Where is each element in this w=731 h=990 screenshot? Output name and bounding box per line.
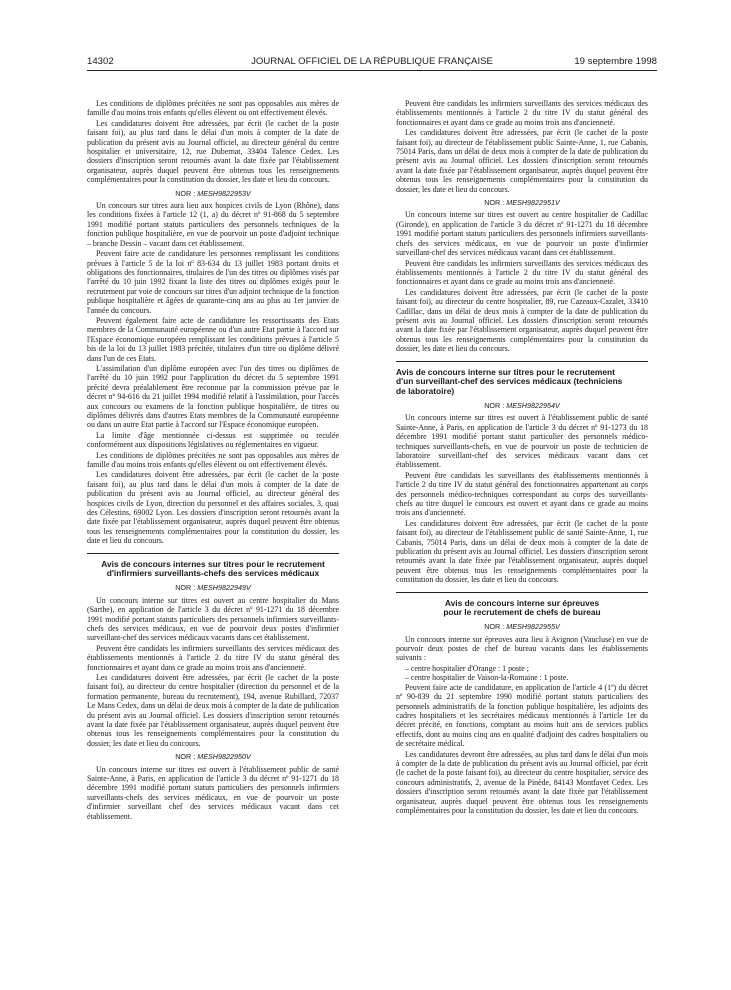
nor-label: NOR : bbox=[484, 198, 505, 208]
heading-line: pour le recrutement de chefs de bureau bbox=[443, 607, 601, 618]
section-heading bbox=[396, 368, 648, 397]
heading-line: d'infirmiers surveillants-chefs des services médicaux bbox=[106, 568, 320, 579]
issue-date: 19 septembre 1998 bbox=[574, 56, 657, 67]
section-divider bbox=[396, 592, 648, 593]
heading-line: Avis de concours interne sur titres pour le recrutement bbox=[396, 366, 615, 377]
nor-reference bbox=[396, 401, 648, 410]
nor-label: NOR : bbox=[484, 400, 505, 410]
paragraph: Les conditions de diplômes précitées ne sont pas opposables aux mères de famille d'au moins trois enfants qu'elles élèvent ou ont effectivement élevés. bbox=[87, 99, 339, 118]
paragraph: Un concours interne sur épreuves aura lieu à Avignon (Vaucluse) en vue de pourvoir deux postes de chef de bureau vacants dans les établissements suivants : bbox=[396, 634, 648, 663]
nor-code: MESH9822953V bbox=[197, 188, 251, 198]
paragraph: Peuvent être candidats les infirmiers surveillants des services médicaux des établissements mentionnés à l'article 2 du titre IV du statut général des fonctionnaires et ayant dans ce grade au moins trois ans d'ancienneté. bbox=[396, 258, 648, 287]
paragraph: Un concours sur titres aura lieu aux hospices civils de Lyon (Rhône), dans les conditions fixées à l'article 12 (1, a) du décret nº 91-868 du 5 septembre 1991 modifié portant statuts particuliers des personnels techniques de la fonction publique hospitalière, en vue de pourvoir un poste d'adjoint technique – branche Dessin – vacant dans cet établissement. bbox=[87, 201, 339, 248]
left-column bbox=[87, 99, 339, 822]
paragraph: Les candidatures doivent être adressées, par écrit (le cachet de la poste faisant foi), au directeur du centre hospitalier, 89, rue Cazeaux-Cazalet, 33410 Cadillac, dans un délai de deux mois à compter de la date de publication du présent avis au Journal officiel. Les dossiers d'inscription seront retournés avant la date fixée par l'établissement organisateur, auprès duquel peuvent être obtenus tous les renseignements complémentaires pour la constitution du dossier, les date et lieu du concours. bbox=[396, 287, 648, 354]
paragraph: Un concours interne sur titres est ouvert à l'établissement public de santé Sainte-Anne, à Paris, en application de l'article 3 du décret nº 91-1273 du 18 décembre 1991 modifié portant statut particulier des personnels médico-techniques surveillants-chefs, en vue de pourvoir un poste de technicien de laboratoire surveillant-chef des services médicaux vacant dans cet établissement. bbox=[396, 413, 648, 470]
nor-label: NOR : bbox=[175, 752, 196, 762]
paragraph: Les candidatures doivent être adressées, par écrit (le cachet de la poste faisant foi), au plus tard dans le délai d'un mois à compter de la date de publication du présent avis au Journal officiel, au directeur général des hospices civils de Lyon, direction du personnel et des affaires sociales, 3, quai des Célestins, 69002 Lyon. Les dossiers d'inscription seront retournés avant la date fixée par l'établissement organisateur, auprès duquel peuvent être obtenus tous les renseignements complémentaires pour la constitution du dossier, les date et lieu du concours. bbox=[87, 470, 339, 546]
section-heading bbox=[87, 560, 339, 580]
nor-code: MESH9822954V bbox=[506, 400, 560, 410]
paragraph: L'assimilation d'un diplôme européen avec l'un des titres ou diplômes de l'arrêté du 10 juin 1992 pour l'application du décret du 5 septembre 1991 précité devra préalablement être reconnue par la commission prévue par le décret nº 94-616 du 21 juillet 1994 modifié relatif à l'assimilation, pour l'accès aux concours ou examens de la fonction publique hospitalière, de titres ou diplômes délivrés dans d'autres Etats membres de la Communauté européenne ou dans un autre Etat partie à l'accord sur l'Espace économique européen. bbox=[87, 363, 339, 430]
nor-reference bbox=[87, 752, 339, 761]
paragraph: Les candidatures doivent être adressées, par écrit (le cachet de la poste faisant foi), au directeur de l'établissement public Sainte-Anne, 1, rue Cabanis, 75014 Paris, dans un délai de deux mois à compter de la date de publication du présent avis au Journal officiel. Les dossiers d'inscription seront retournés avant la date fixée par l'établissement organisateur, auprès duquel peuvent être obtenus tous les renseignements complémentaires pour la constitution du dossier, les date et lieu du concours. bbox=[396, 128, 648, 194]
nor-reference bbox=[87, 189, 339, 198]
paragraph: Peuvent être candidats les surveillants des établissements mentionnés à l'article 2 du titre IV du statut général des fonctionnaires appartenant au corps des personnels médico-techniques correspondant au corps des surveillants-chefs au titre duquel le concours est ouvert et ayant dans ce grade au moins trois ans d'ancienneté. bbox=[396, 470, 648, 518]
paragraph: Peuvent être candidats les infirmiers surveillants des services médicaux des établissements mentionnés à l'article 2 du titre IV du statut général des fonctionnaires et ayant dans ce grade au moins trois ans d'ancienneté. bbox=[87, 643, 339, 672]
heading-line: Avis de concours internes sur titres pour le recrutement bbox=[101, 558, 325, 569]
journal-title: JOURNAL OFFICIEL DE LA RÉPUBLIQUE FRANÇAISE bbox=[251, 56, 493, 67]
nor-label: NOR : bbox=[175, 583, 196, 593]
heading-line: d'un surveillant-chef des services médicaux (techniciens bbox=[396, 376, 623, 387]
list-item: – centre hospitalier de Vaison-la-Romaine : 1 poste. bbox=[405, 673, 569, 683]
heading-line: de laboratoire) bbox=[396, 386, 455, 397]
nor-reference bbox=[396, 622, 648, 631]
paragraph: Un concours interne sur titres est ouvert au centre hospitalier de Cadillac (Gironde), en application de l'article 3 du décret nº 91-1271 du 18 décembre 1991 modifié portant statuts particuliers des personnels infirmiers surveillants-chefs des services médicaux, en vue de pourvoir un poste d'infirmier surveillant-chef des services médicaux vacant dans cet établissement. bbox=[396, 210, 648, 258]
paragraph: Peuvent faire acte de candidature les personnes remplissant les conditions prévues à l'article 5 de la loi nº 83-634 du 13 juillet 1983 portant droits et obligations des fonctionnaires, titulaires de l'un des titres ou diplômes visés par l'arrêté du 10 juin 1992 fixant la liste des titres ou diplômes exigés pour le recrutement par voie de concours sur titres d'un adjoint technique de la fonction publique hospitalière et âgées de quarante-cinq ans au plus au 1er janvier de l'année du concours. bbox=[87, 249, 339, 315]
nor-code: MESH9822950V bbox=[197, 752, 251, 762]
nor-code: MESH9822951V bbox=[506, 198, 560, 208]
heading-line: Avis de concours interne sur épreuves bbox=[444, 597, 600, 608]
nor-code: MESH9822949V bbox=[197, 583, 251, 593]
nor-label: NOR : bbox=[484, 622, 505, 632]
list-item: – centre hospitalier d'Orange : 1 poste ; bbox=[405, 663, 529, 673]
nor-label: NOR : bbox=[175, 188, 196, 198]
nor-code: MESH9822955V bbox=[506, 622, 560, 632]
paragraph: Les candidatures devront être adressées, au plus tard dans le délai d'un mois à compter de la date de publication du présent avis au Journal officiel, par écrit (le cachet de la poste faisant foi), au directeur du centre hospitalier, service des concours administratifs, 2, avenue de la Pinède, 84143 Montfavet Cedex. Les dossiers d'inscription seront retournés avant la date fixée par l'établissement organisateur, auprès duquel peuvent être obtenus tous les renseignements complémentaires pour la constitution du dossier, les date et lieu du concours. bbox=[396, 749, 648, 815]
establishment-list bbox=[396, 664, 648, 683]
paragraph: La limite d'âge mentionnée ci-dessus est supprimée ou reculée conformément aux dispositions législatives ou réglementaires en vigueur. bbox=[87, 430, 339, 450]
paragraph: Un concours interne sur titres est ouvert au centre hospitalier du Mans (Sarthe), en application de l'article 3 du décret nº 91-1271 du 18 décembre 1991 modifié portant statuts particuliers des personnels infirmiers surveillants-chefs des services médicaux, en vue de pourvoir deux postes d'infirmier surveillant-chef des services médicaux vacants dans cet établissement. bbox=[87, 595, 339, 643]
paragraph: Les candidatures doivent être adressées, par écrit (le cachet de la poste faisant foi), au plus tard dans le délai d'un mois à compter de la date de publication du présent avis au Journal officiel, au directeur général du centre hospitalier et universitaire, 12, rue Dubernat, 33404 Talence Cedex. Les dossiers d'inscription seront retournés avant la date fixée par l'établissement organisateur, auprès duquel peuvent être obtenus tous les renseignements complémentaires pour la constitution du dossier, les date et lieu du concours. bbox=[87, 118, 339, 185]
nor-reference bbox=[87, 583, 339, 592]
section-heading bbox=[396, 599, 648, 619]
section-divider bbox=[396, 361, 648, 362]
page-number: 14302 bbox=[87, 56, 114, 67]
section-divider bbox=[87, 553, 339, 554]
right-column bbox=[396, 99, 648, 816]
paragraph: Un concours interne sur titres est ouvert à l'établissement public de santé Sainte-Anne, à Paris, en application de l'article 3 du décret nº 91-1271 du 18 décembre 1991 modifié portant statuts particuliers des personnels infirmiers surveillants-chefs des services médicaux, en vue de pourvoir un poste d'infirmier surveillant chef des services médicaux vacant dans cet établissement. bbox=[87, 764, 339, 821]
nor-reference bbox=[396, 198, 648, 207]
paragraph: Les candidatures doivent être adressées, par écrit (le cachet de la poste faisant foi), au directeur du centre hospitalier (direction du personnel et de la formation permanente, bureau du recrutement), 194, avenue Rubillard, 72037 Le Mans Cedex, dans un délai de deux mois à compter de la date de publication du présent avis au Journal officiel. Les dossiers d'inscription seront retournés avant la date fixée par l'établissement organisateur, auprès duquel peuvent être obtenus tous les renseignements complémentaires pour la constitution du dossier, les date et lieu du concours. bbox=[87, 672, 339, 748]
paragraph: Peuvent également faire acte de candidature les ressortissants des Etats membres de la Communauté européenne ou d'un autre Etat partie à l'accord sur l'Espace économique européen remplissant les conditions prévues à l'article 5 bis de la loi du 13 juillet 1983 précitée, titulaires d'un titre ou diplôme délivré dans l'un de ces Etats. bbox=[87, 315, 339, 363]
paragraph: Les conditions de diplômes précitées ne sont pas opposables aux mères de famille d'au moins trois enfants qu'elles élèvent ou ont effectivement élevés. bbox=[87, 450, 339, 470]
paragraph: Peuvent être candidats les infirmiers surveillants des services médicaux des établissements mentionnés à l'article 2 du titre IV du statut général des fonctionnaires et ayant dans ce grade au moins trois ans d'ancienneté. bbox=[396, 99, 648, 127]
page-header bbox=[87, 56, 657, 71]
paragraph: Les candidatures doivent être adressées, par écrit (le cachet de la poste faisant foi), au directeur de l'établissement public de santé Sainte-Anne, 1, rue Cabanis, 75014 Paris, dans un délai de deux mois à compter de la date de publication du présent avis au Journal officiel. Les dossiers d'inscription seront retournés avant la date fixée par l'établissement organisateur, auprès duquel peuvent être obtenus tous les renseignements complémentaires pour la constitution du dossier, les date et lieu du concours. bbox=[396, 518, 648, 585]
paragraph: Peuvent faire acte de candidature, en application de l'article 4 (1º) du décret nº 90-839 du 21 septembre 1990 modifié portant statuts particuliers des personnels administratifs de la fonction publique hospitalière, les adjoints des cadres hospitaliers et les secrétaires médicaux mentionnés à l'article 1er du décret précité, en fonctions, comptant au moins huit ans de services publics effectifs, dont au moins cinq ans en qualité d'adjoint des cadres hospitaliers ou de secrétaire médical. bbox=[396, 682, 648, 749]
